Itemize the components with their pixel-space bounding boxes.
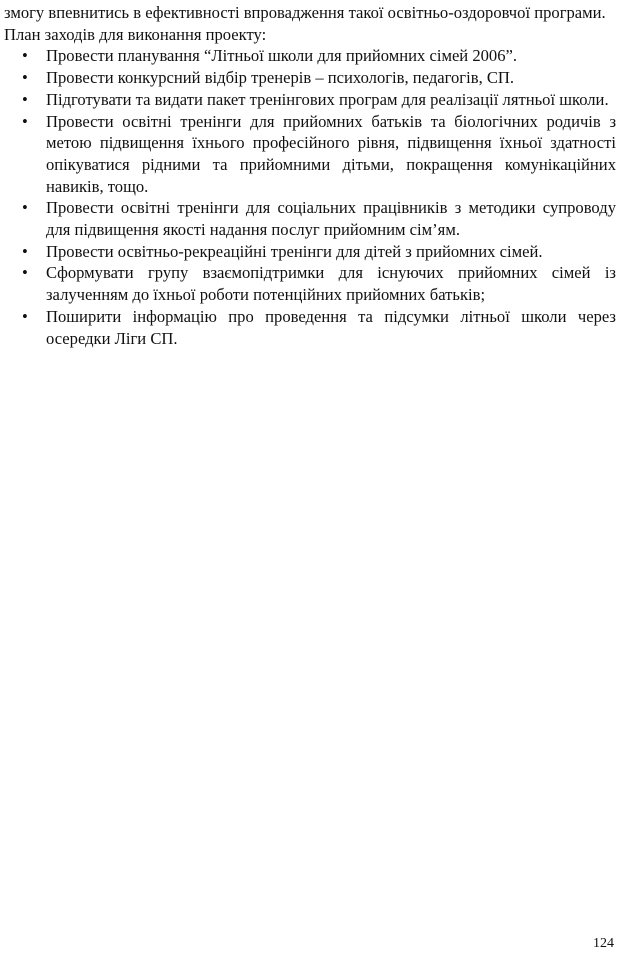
list-item-text: Провести освітні тренінги для прийомних батьків та біологічних родичів з метою підвищення їхнього професійного рівня, підвищення їхньої здатності опікуватися рідними та прийомними дітьми, покращення комунікаційних навиків, тощо. (46, 111, 616, 196)
list-item-text: Провести планування “Літньої школи для прийомних сімей 2006”. (46, 46, 518, 66)
bullet-icon: • (22, 68, 28, 88)
bullet-icon: • (22, 306, 28, 326)
list-item (4, 306, 616, 349)
list-item-text: Провести освітні тренінги для соціальних працівників з методики супроводу для підвищення якості надання послуг прийомним сім’ям. (46, 198, 616, 240)
list-item (4, 45, 616, 67)
list-item (4, 197, 616, 240)
bullet-icon: • (22, 89, 28, 109)
list-item-text: Поширити інформацію про проведення та підсумки літньої школи через осередки Ліги СП. (46, 306, 616, 348)
page-number: 124 (593, 936, 614, 951)
plan-intro: План заходів для виконання проекту: (4, 24, 267, 44)
bullet-icon: • (22, 111, 28, 131)
bullet-icon: • (22, 198, 28, 218)
list-item-text: Підготувати та видати пакет тренінгових програм для реалізації лятньої школи. (46, 89, 609, 109)
opening-paragraph: змогу впевнитись в ефективності впровадження такої освітньо-оздоровчої програми. (4, 3, 606, 22)
list-item (4, 241, 616, 263)
list-item (4, 262, 616, 305)
list-item-text: Сформувати групу взаємопідтримки для існуючих прийомних сімей із залученням до їхньої роботи потенційних прийомних батьків; (46, 263, 616, 305)
plan-list (4, 45, 616, 349)
bullet-icon: • (22, 46, 28, 66)
document-page (4, 2, 616, 349)
list-item (4, 111, 616, 198)
bullet-icon: • (22, 263, 28, 283)
list-item (4, 67, 616, 89)
list-item-text: Провести конкурсний відбір тренерів – психологів, педагогів, СП. (46, 68, 515, 88)
list-item-text: Провести освітньо-рекреаційні тренінги для дітей з прийомних сімей. (46, 241, 543, 261)
bullet-icon: • (22, 241, 28, 261)
list-item (4, 89, 616, 111)
